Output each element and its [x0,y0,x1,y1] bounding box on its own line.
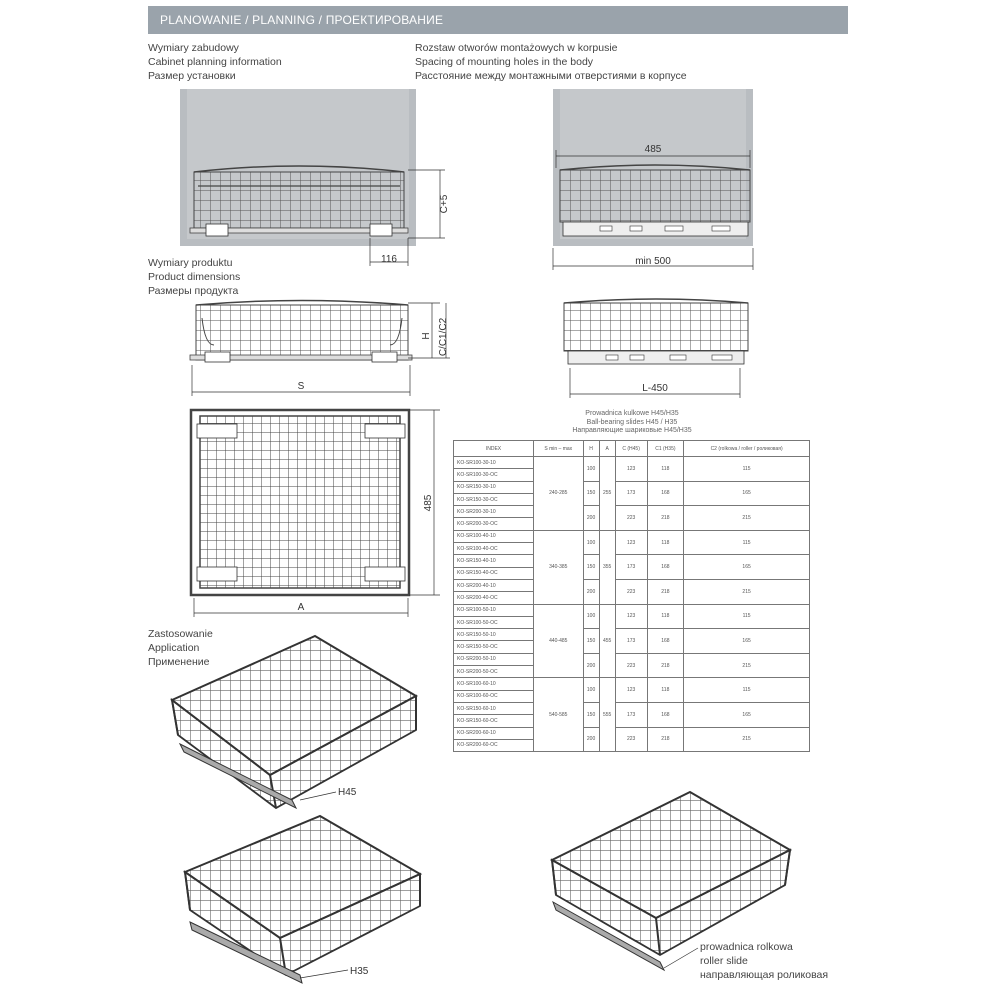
cell-c2: 115 [684,604,810,629]
cell-c1: 118 [647,457,684,482]
cell-c: 123 [615,457,647,482]
product-front-view [564,299,748,398]
cell-h: 200 [583,579,599,604]
basket-perspective-h35 [185,816,420,983]
cell-s-range: 540-585 [534,678,584,752]
cell-index: KO-SR200-30-OC [454,518,534,530]
table-caption [452,410,812,436]
caption-line: Размеры продукта [148,285,239,297]
cell-h: 150 [583,629,599,654]
caption-line: Размер установки [148,70,236,82]
cell-c2: 215 [684,579,810,604]
caption-line: roller slide [700,955,748,967]
cell-c: 223 [615,579,647,604]
cell-c2: 115 [684,678,810,703]
col-s: S min – max [534,441,584,457]
cell-c: 173 [615,481,647,506]
cell-c: 173 [615,702,647,727]
table-row [454,555,810,567]
cell-c2: 215 [684,506,810,531]
cell-c2: 165 [684,629,810,654]
col-c: C (H45) [615,441,647,457]
cell-a: 355 [599,530,615,604]
basket-perspective-roller [552,792,790,970]
table-row [454,530,810,542]
cell-c1: 218 [647,727,684,752]
basket-front-view [560,165,750,236]
dim-485-top: 485 [423,494,434,512]
cell-h: 100 [583,457,599,482]
dim-c5: C+5 [439,194,450,214]
cell-h: 200 [583,506,599,531]
cell-h: 100 [583,604,599,629]
caption-line: направляющая роликовая [700,969,829,981]
col-h: H [583,441,599,457]
product-top-view [191,410,440,617]
cell-index: KO-SR100-50-OC [454,616,534,628]
caption-line: Rozstaw otworów montażowych w korpusie [415,42,618,54]
caption-line: Применение [148,656,210,668]
caption-line: Wymiary zabudowy [148,42,239,54]
cell-c: 223 [615,506,647,531]
col-c1: C1 (H35) [647,441,684,457]
caption-line: prowadnica rolkowa [700,941,793,953]
caption-line: Product dimensions [148,271,241,283]
cell-index: KO-SR100-40-10 [454,530,534,542]
cell-index: KO-SR200-50-OC [454,666,534,678]
table-row [454,481,810,493]
product-side-view [190,301,450,397]
cell-index: KO-SR100-30-10 [454,457,534,469]
cell-c1: 118 [647,604,684,629]
table-row [454,653,810,665]
cell-c2: 165 [684,702,810,727]
cell-index: KO-SR200-40-OC [454,592,534,604]
basket-side-view [190,166,408,236]
cell-a: 455 [599,604,615,678]
caption-line: Application [148,642,200,654]
cell-c1: 168 [647,555,684,580]
cell-s-range: 440-485 [534,604,584,678]
cell-h: 150 [583,555,599,580]
cell-h: 100 [583,530,599,555]
cell-c1: 168 [647,702,684,727]
cell-c: 173 [615,629,647,654]
table-body [454,457,810,752]
cell-h: 150 [583,702,599,727]
cell-c1: 168 [647,629,684,654]
dim-a: A [297,602,305,613]
table-row [454,579,810,591]
cell-index: KO-SR200-60-10 [454,727,534,739]
dim-116: 116 [381,254,397,265]
caption-line: Wymiary produktu [148,257,233,269]
caption-line: Cabinet planning information [148,56,282,68]
cell-index: KO-SR100-40-OC [454,543,534,555]
caption-line: Zastosowanie [148,628,213,640]
caption-line: Spacing of mounting holes in the body [415,56,594,68]
cell-index: KO-SR150-30-OC [454,493,534,505]
cell-c1: 218 [647,506,684,531]
cabinet-front-drawing [553,89,753,270]
table-caption-line: Prowadnica kulkowe H45/H35 [585,410,679,417]
cell-c: 173 [615,555,647,580]
cell-index: KO-SR200-60-OC [454,739,534,751]
cell-index: KO-SR150-60-10 [454,702,534,714]
cell-a: 255 [599,457,615,531]
spec-table [453,440,810,752]
cell-index: KO-SR150-50-OC [454,641,534,653]
cell-index: KO-SR200-40-10 [454,579,534,591]
table-caption-line: Ball-bearing slides H45 / H35 [586,418,678,426]
cell-index: KO-SR100-30-OC [454,469,534,481]
table-row [454,457,810,469]
col-index: INDEX [454,441,534,457]
col-a: A [599,441,615,457]
dim-l450: L-450 [642,383,668,394]
cell-h: 200 [583,727,599,752]
cell-index: KO-SR100-50-10 [454,604,534,616]
table-row [454,629,810,641]
cell-a: 555 [599,678,615,752]
label-h45: H45 [338,787,357,798]
cell-index: KO-SR150-60-OC [454,715,534,727]
cell-c2: 165 [684,555,810,580]
cell-c: 123 [615,530,647,555]
table-caption-line: Направляющие шариковые H45/H35 [572,427,692,434]
cabinet-drawing [180,89,450,266]
cell-c: 123 [615,678,647,703]
section-title: PLANOWANIE / PLANNING / ПРОЕКТИРОВАНИЕ [160,13,444,27]
cell-index: KO-SR150-40-OC [454,567,534,579]
col-c2: C2 (rolkowa / roller / роликовая) [684,441,810,457]
dim-c: C/C1/C2 [438,317,449,357]
cell-c2: 115 [684,530,810,555]
label-h35: H35 [350,966,369,977]
caption-line: Расстояние между монтажными отверстиями в корпусе [415,70,687,82]
cell-index: KO-SR150-30-10 [454,481,534,493]
cell-index: KO-SR100-60-10 [454,678,534,690]
cell-c1: 118 [647,678,684,703]
cell-c2: 215 [684,653,810,678]
cell-c1: 118 [647,530,684,555]
basket-perspective-h45 [172,636,416,808]
table-row [454,678,810,690]
cell-index: KO-SR100-60-OC [454,690,534,702]
dim-s: S [297,381,305,392]
table-row [454,604,810,616]
table-row [454,506,810,518]
cell-c2: 215 [684,727,810,752]
cell-s-range: 340-385 [534,530,584,604]
cell-c2: 165 [684,481,810,506]
cell-c1: 168 [647,481,684,506]
table-row [454,727,810,739]
cell-index: KO-SR200-30-10 [454,506,534,518]
cell-index: KO-SR150-50-10 [454,629,534,641]
dim-min500: min 500 [635,256,671,267]
cell-h: 150 [583,481,599,506]
table-row [454,702,810,714]
cell-c: 123 [615,604,647,629]
cell-c: 223 [615,653,647,678]
cell-c1: 218 [647,653,684,678]
cell-c2: 115 [684,457,810,482]
dim-h: H [421,332,432,340]
table-header-row [454,441,810,457]
cell-c1: 218 [647,579,684,604]
cell-s-range: 240-285 [534,457,584,531]
cell-index: KO-SR150-40-10 [454,555,534,567]
dim-485: 485 [644,144,662,155]
cell-h: 100 [583,678,599,703]
cell-c: 223 [615,727,647,752]
cell-h: 200 [583,653,599,678]
cell-index: KO-SR200-50-10 [454,653,534,665]
